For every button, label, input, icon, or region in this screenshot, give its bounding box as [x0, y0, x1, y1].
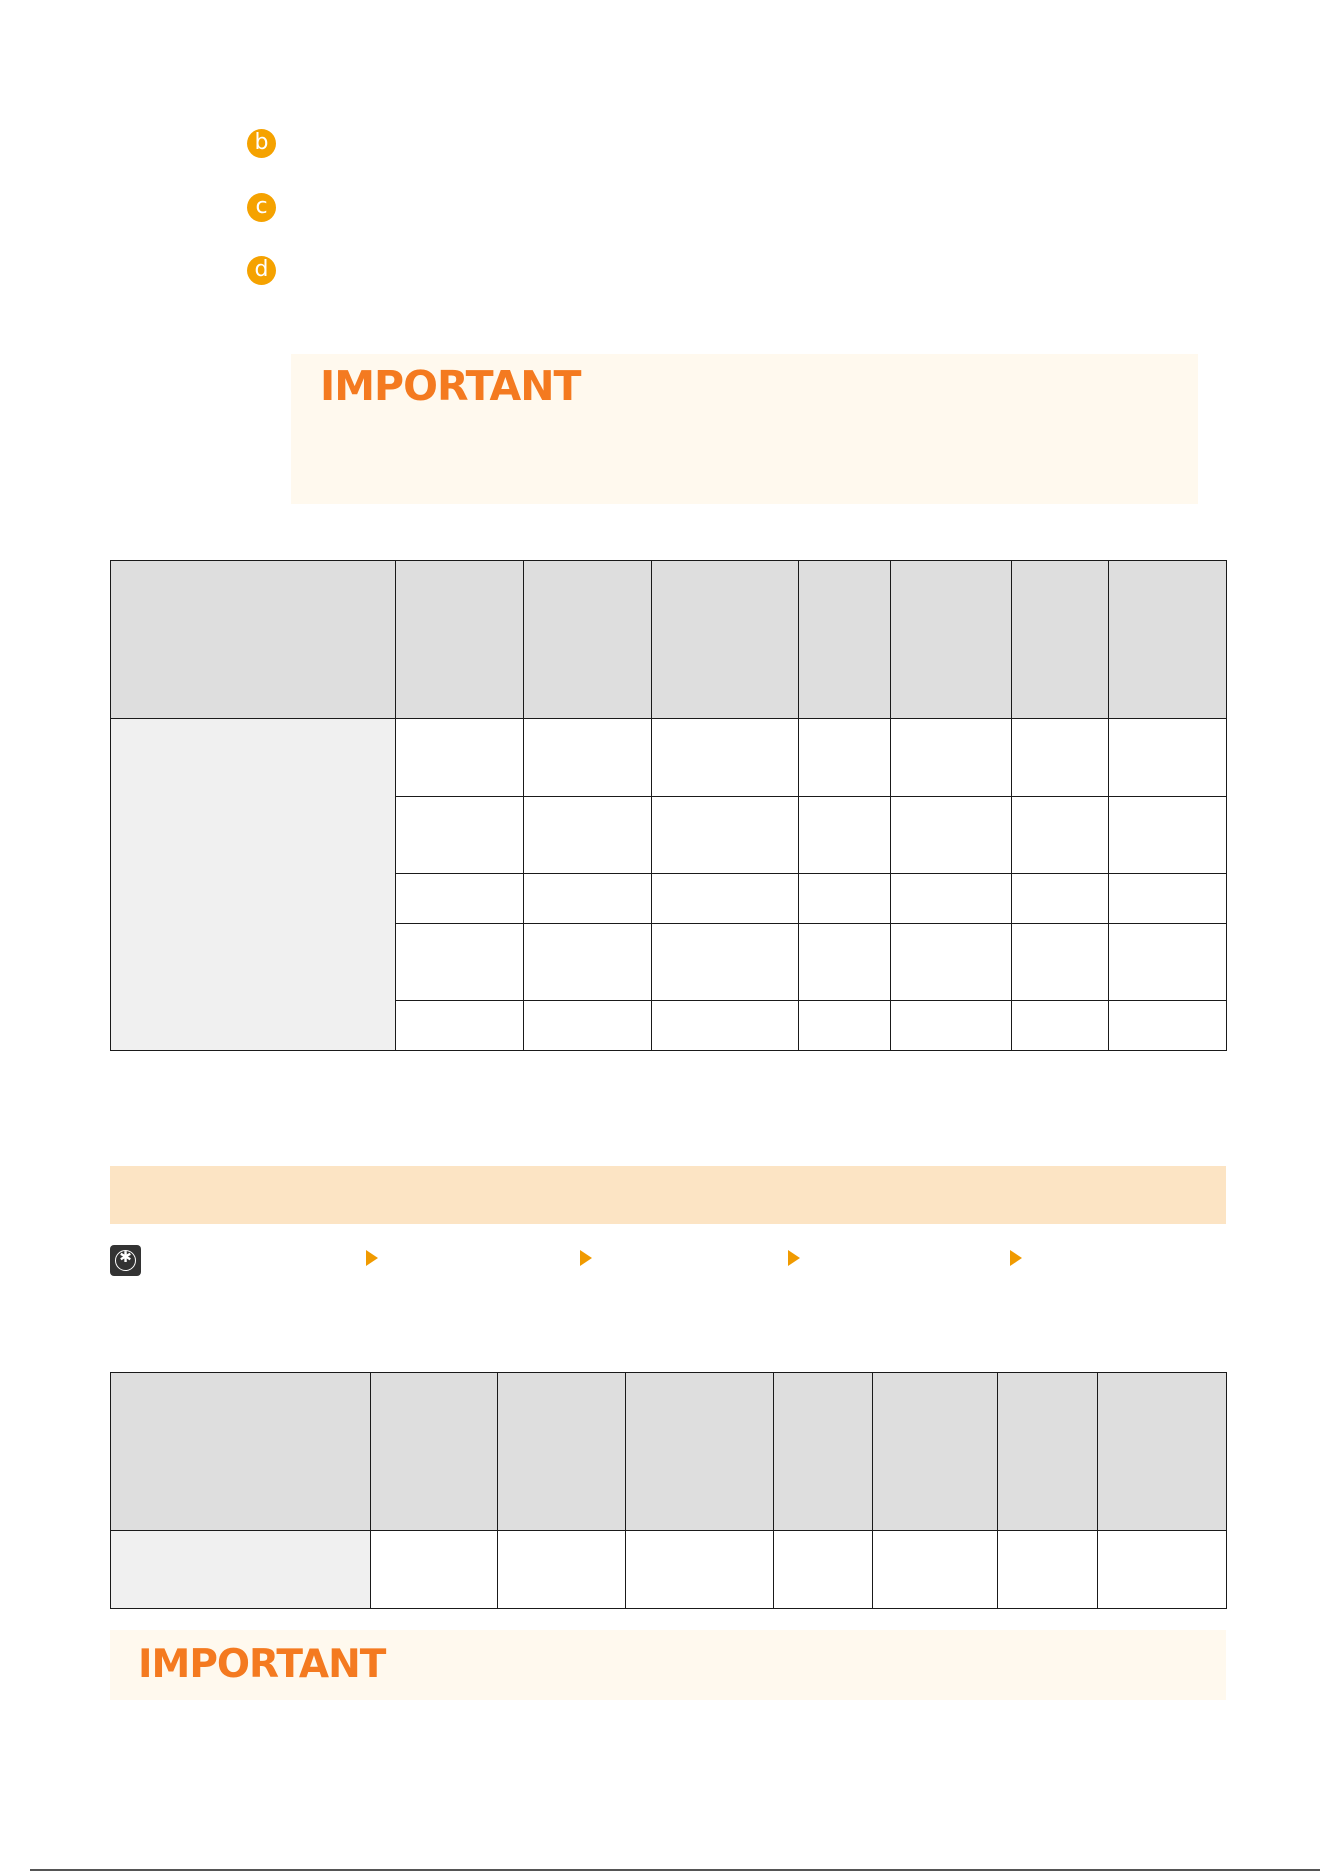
table-cell	[799, 719, 891, 797]
arrow-right-icon	[366, 1250, 378, 1266]
table-cell	[652, 719, 799, 797]
table-header-cell	[774, 1373, 873, 1531]
table-cell	[498, 1531, 626, 1609]
important-title-top: IMPORTANT	[320, 362, 581, 410]
table-header-row	[111, 1373, 1227, 1531]
settings-table-1	[110, 560, 1227, 1051]
table-row	[111, 1531, 1227, 1609]
table-cell	[891, 1001, 1012, 1051]
arrow-right-icon	[1010, 1250, 1022, 1266]
table-header-cell	[524, 561, 652, 719]
table-header-cell	[111, 1373, 371, 1531]
table-cell	[891, 719, 1012, 797]
table-header-cell	[1109, 561, 1227, 719]
table-cell	[524, 719, 652, 797]
table-cell	[998, 1531, 1098, 1609]
step-marker-letter: c	[255, 194, 268, 219]
page-footer-rule	[30, 1869, 1320, 1871]
table-cell	[626, 1531, 774, 1609]
table-cell	[1012, 1001, 1109, 1051]
table-header-cell	[652, 561, 799, 719]
table-cell	[396, 924, 524, 1001]
step-marker-b	[247, 129, 276, 158]
table-header-cell	[998, 1373, 1098, 1531]
table-header-cell	[111, 561, 396, 719]
table-cell	[891, 924, 1012, 1001]
important-title-bottom: IMPORTANT	[138, 1642, 386, 1687]
table-header-cell	[1098, 1373, 1227, 1531]
table-cell	[524, 924, 652, 1001]
table-cell	[774, 1531, 873, 1609]
table-cell	[799, 797, 891, 874]
table-cell	[1109, 924, 1227, 1001]
table-cell	[652, 874, 799, 924]
arrow-right-icon	[788, 1250, 800, 1266]
table-header-cell	[891, 561, 1012, 719]
table-header-cell	[1012, 561, 1109, 719]
step-marker-letter: b	[254, 130, 269, 155]
table-cell	[1109, 797, 1227, 874]
table-cell	[891, 874, 1012, 924]
table-header-cell	[799, 561, 891, 719]
table-cell	[396, 1001, 524, 1051]
table-cell	[524, 797, 652, 874]
table-cell	[873, 1531, 998, 1609]
table-row	[111, 719, 1227, 797]
step-marker-letter: d	[254, 257, 269, 282]
table-cell	[652, 924, 799, 1001]
table-row-header	[111, 1531, 371, 1609]
table-cell	[799, 924, 891, 1001]
settings-table-2	[110, 1372, 1227, 1609]
table-cell	[396, 874, 524, 924]
table-cell	[396, 719, 524, 797]
table-cell	[371, 1531, 498, 1609]
table-cell	[1109, 719, 1227, 797]
table-cell	[524, 1001, 652, 1051]
table-cell	[652, 1001, 799, 1051]
table-cell	[1012, 874, 1109, 924]
table-cell	[1012, 924, 1109, 1001]
table-cell	[1109, 1001, 1227, 1051]
table-header-cell	[873, 1373, 998, 1531]
step-marker-d	[247, 256, 276, 285]
table-row-header	[111, 719, 396, 1051]
section-header-bar	[110, 1166, 1226, 1224]
table-cell	[1109, 874, 1227, 924]
table-cell	[799, 874, 891, 924]
table-header-row	[111, 561, 1227, 719]
step-marker-c	[247, 193, 276, 222]
table-header-cell	[626, 1373, 774, 1531]
table-cell	[799, 1001, 891, 1051]
arrow-right-icon	[580, 1250, 592, 1266]
table-cell	[652, 797, 799, 874]
table-cell	[396, 797, 524, 874]
table-cell	[1012, 719, 1109, 797]
table-header-cell	[371, 1373, 498, 1531]
table-cell	[1012, 797, 1109, 874]
settings-menu-icon	[110, 1245, 141, 1276]
table-cell	[1098, 1531, 1227, 1609]
table-cell	[524, 874, 652, 924]
table-cell	[891, 797, 1012, 874]
table-header-cell	[498, 1373, 626, 1531]
table-header-cell	[396, 561, 524, 719]
